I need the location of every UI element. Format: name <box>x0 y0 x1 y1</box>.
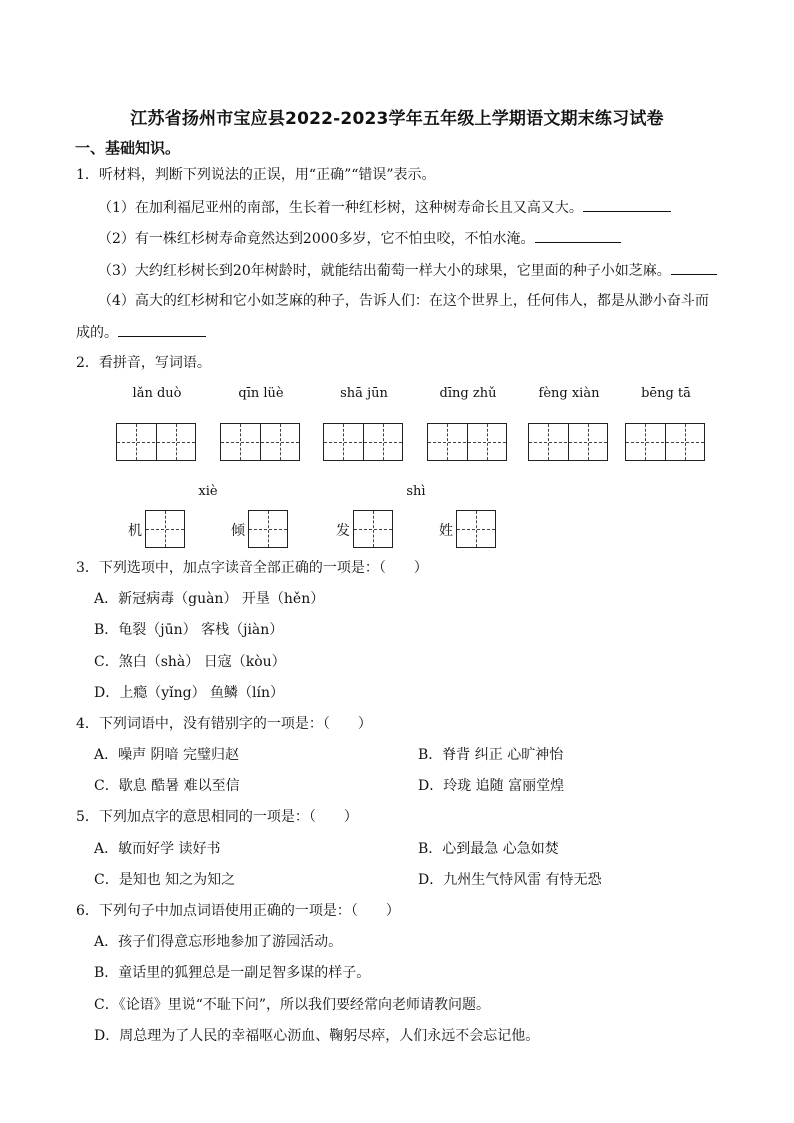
item-text: （1）在加利福尼亚州的南部，生长着一种红杉树，这种树寿命长且又高又大。 <box>98 200 583 216</box>
option-c[interactable]: C．《论语》里说“不耻下问”，所以我们要经常向老师请教问题。 <box>94 997 491 1013</box>
item-text: （3）大约红杉树长到20年树龄时，就能结出葡萄一样大小的球果，它里面的种子小如芝麻。 <box>98 263 671 279</box>
option-c[interactable]: C．煞白（shà） 日寇（kòu） <box>94 654 286 670</box>
writing-grid-single[interactable] <box>248 510 288 548</box>
item-text: （2）有一株红杉树寿命竟然达到2000多岁，它不怕虫咬，不怕水淹。 <box>98 231 535 247</box>
option-b[interactable]: B．童话里的狐狸总是一副足智多谋的样子。 <box>94 965 371 981</box>
writing-grid[interactable] <box>528 423 608 461</box>
writing-grid[interactable] <box>116 423 196 461</box>
given-char: 机 <box>128 523 142 539</box>
writing-grid[interactable] <box>323 423 403 461</box>
option-a[interactable]: A．新冠病毒（guàn） 开垦（hěn） <box>94 591 325 607</box>
answer-blank[interactable] <box>118 322 206 337</box>
option-d[interactable]: D．周总理为了人民的幸福呕心沥血、鞠躬尽瘁，人们永远不会忘记他。 <box>94 1028 540 1044</box>
given-char: 发 <box>336 523 350 539</box>
pinyin-label: dīng zhǔ <box>439 386 497 401</box>
given-char: 倾 <box>231 523 245 539</box>
option-d[interactable]: D．上瘾（yǐng） 鱼鳞（lín） <box>94 685 285 701</box>
option-d[interactable]: D．玲珑 追随 富丽堂煌 <box>418 778 565 794</box>
question-1-item-cont <box>76 322 206 343</box>
question-1-stem: 1．听材料，判断下列说法的正误，用“正确”“错误”表示。 <box>76 167 436 183</box>
option-b[interactable]: B．心到最急 心急如焚 <box>418 841 559 857</box>
writing-grid-single[interactable] <box>145 510 185 548</box>
pinyin-label: qīn lüè <box>238 386 284 401</box>
option-a[interactable]: A．噪声 阴喑 完璧归赵 <box>94 747 240 763</box>
answer-blank[interactable] <box>671 260 717 275</box>
pinyin-label: shā jūn <box>340 386 388 401</box>
option-b[interactable]: B．脊背 纠正 心旷神怡 <box>418 747 564 763</box>
writing-grid-single[interactable] <box>456 510 496 548</box>
option-c[interactable]: C．歇息 酷暑 难以至信 <box>94 778 240 794</box>
question-6-stem: 6．下列句子中加点词语使用正确的一项是：（ ） <box>76 903 400 919</box>
pinyin-label: xiè <box>198 484 218 499</box>
question-2-stem: 2．看拼音，写词语。 <box>76 355 211 371</box>
option-d[interactable]: D．九州生气恃风雷 有恃无恐 <box>418 872 602 888</box>
answer-blank[interactable] <box>535 228 621 243</box>
page-title: 江苏省扬州市宝应县2022-2023学年五年级上学期语文期末练习试卷 <box>130 109 664 129</box>
item-text: 成的。 <box>76 325 118 341</box>
pinyin-label: lǎn duò <box>132 386 182 401</box>
question-5-stem: 5．下列加点字的意思相同的一项是：（ ） <box>76 809 358 825</box>
writing-grid[interactable] <box>427 423 507 461</box>
option-a[interactable]: A．孩子们得意忘形地参加了游园活动。 <box>94 934 343 950</box>
writing-grid-single[interactable] <box>353 510 393 548</box>
writing-grid[interactable] <box>625 423 705 461</box>
question-1-item: （4）高大的红杉树和它小如芝麻的种子，告诉人们：在这个世界上，任何伟人，都是从渺小奋斗而 <box>98 293 709 309</box>
pinyin-label: shì <box>406 484 426 499</box>
option-b[interactable]: B．龟裂（jūn） 客栈（jiàn） <box>94 622 284 638</box>
question-3-stem: 3．下列选项中，加点字读音全部正确的一项是：（ ） <box>76 560 428 576</box>
pinyin-label: fèng xiàn <box>538 386 600 401</box>
option-a[interactable]: A．敏而好学 读好书 <box>94 841 221 857</box>
question-1-item <box>98 197 671 218</box>
question-1-item <box>98 260 717 281</box>
section-heading: 一、基础知识。 <box>75 139 181 157</box>
answer-blank[interactable] <box>583 197 671 212</box>
question-4-stem: 4．下列词语中，没有错别字的一项是：（ ） <box>76 716 372 732</box>
question-1-item <box>98 228 621 249</box>
writing-grid[interactable] <box>220 423 300 461</box>
option-c[interactable]: C．是知也 知之为知之 <box>94 872 236 888</box>
pinyin-label: bēng tā <box>641 386 691 401</box>
given-char: 姓 <box>439 523 453 539</box>
